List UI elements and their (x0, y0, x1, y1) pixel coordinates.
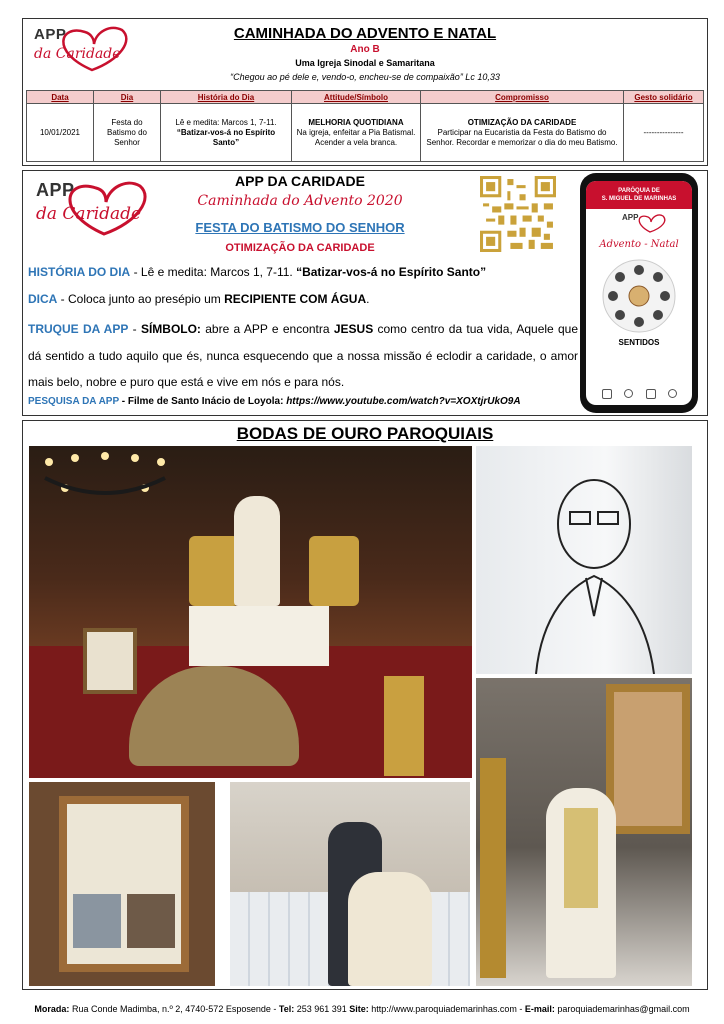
logo-caridade-text: da Caridade (36, 204, 142, 224)
th-gesto: Gesto solidário (624, 91, 704, 104)
cell-atitude (292, 104, 421, 162)
app-logo-top (30, 22, 130, 74)
subtitle: Uma Igreja Sinodal e Samaritana (295, 58, 435, 68)
heart-icon (630, 212, 670, 234)
altar-table (189, 606, 329, 666)
th-historia: História do Dia (161, 91, 292, 104)
priest-figure (234, 496, 280, 606)
gold-stand (480, 758, 506, 978)
footer (0, 1004, 724, 1014)
historia-label: HISTÓRIA DO DIA (28, 265, 131, 279)
photo-framed-document (29, 782, 215, 986)
qr-code[interactable] (480, 176, 556, 252)
pesquisa-label: PESQUISA DA APP (28, 396, 119, 407)
framed-certificate (83, 628, 137, 694)
atitude-title: MELHORIA QUOTIDIANA (308, 117, 404, 127)
logo-app-text: APP (622, 213, 639, 222)
otimizacao-label: OTIMIZAÇÃO DA CARIDADE (225, 242, 375, 254)
photo-portrait-sketch (476, 446, 692, 674)
photo-priest-painting (476, 678, 692, 986)
dica-label: DICA (28, 292, 58, 306)
phone-screen (586, 181, 692, 405)
priest-embrace (348, 872, 432, 986)
cell-dia: Festa do Batismo do Senhor (94, 104, 161, 162)
th-data: Data (27, 91, 94, 104)
historia-text: - Lê e medita: Marcos 1, 7-11. (130, 265, 297, 279)
pesquisa-link[interactable]: https://www.youtube.com/watch?v=XOXtjrUkO9A (286, 396, 521, 407)
phone-mockup (580, 173, 698, 413)
historia-paragraph (28, 262, 578, 283)
th-compromisso: Compromisso (421, 91, 624, 104)
truque-dash: - (128, 322, 141, 336)
footer-morada: Rua Conde Madimba, n.º 2, 4740-572 Esposende - (69, 1004, 279, 1014)
dica-text: - Coloca junto ao presépio um (57, 292, 225, 306)
phone-parish-line1: PARÓQUIA DE (618, 188, 660, 194)
footer-site-link[interactable]: http://www.paroquiademarinhas.com - (368, 1004, 525, 1014)
dica-bold: RECIPIENTE COM ÁGUA (224, 292, 367, 306)
truque-label: TRUQUE DA APP (28, 322, 129, 336)
historia-ref: Lê e medita: Marcos 1, 7-11. (175, 117, 277, 127)
painting-frame (606, 684, 690, 834)
home-icon[interactable] (602, 389, 612, 399)
footer-tel: 253 961 391 (294, 1004, 350, 1014)
logo-app-text: APP (34, 26, 67, 43)
cell-gesto: --------------- (624, 104, 704, 162)
gold-chair-right (309, 536, 359, 606)
dica-paragraph (28, 289, 578, 310)
pesquisa-paragraph (28, 395, 578, 409)
footer-site-label: Site: (349, 1004, 369, 1014)
page-title: CAMINHADA DO ADVENTO E NATAL (233, 25, 497, 42)
table-header-row (27, 91, 704, 104)
table-row (27, 104, 704, 162)
footer-morada-label: Morada: (34, 1004, 70, 1014)
sentidos-wheel-icon (586, 256, 692, 336)
document-photo-left (73, 894, 121, 948)
search-icon[interactable] (624, 389, 633, 398)
truque-jesus: JESUS (333, 322, 374, 336)
logo-app-text: APP (36, 180, 75, 200)
phone-header (586, 181, 692, 209)
dica-end: . (366, 292, 370, 306)
truque-simbolo: SÍMBOLO: (140, 322, 201, 336)
cell-data: 10/01/2021 (27, 104, 94, 162)
advent-script-title: Caminhada do Advento 2020 (197, 193, 403, 209)
app-title: APP DA CARIDADE (235, 173, 365, 189)
truque-paragraph (28, 316, 578, 396)
gold-chair-left (189, 536, 239, 606)
historia-quote: “Batizar-vos-á no Espírito Santo” (176, 127, 276, 147)
footer-email-link[interactable]: paroquiademarinhas@gmail.com (554, 1004, 690, 1014)
cell-compromisso (421, 104, 624, 162)
year-label: Ano B (350, 44, 380, 55)
phone-parish-line2: S. MIGUEL DE MARINHAS (601, 196, 677, 202)
plan-table (26, 90, 704, 162)
photo-altar-nativity (29, 446, 472, 778)
compromisso-text: Participar na Eucaristia da Festa do Batismo do Senhor. Recordar e memorizar o dia do meu Batismo. (426, 127, 618, 147)
truque-text2: como centro da tua vida, Aquele que dá sentido a tudo aquilo que és, nunca esquecendo que a nossa missão é eclodir a caridade, o amor mais belo, nobre e puro que está e vive em nós e para nós. (28, 322, 579, 389)
document-photo-right (127, 894, 175, 948)
logo-caridade-text: da Caridade (34, 46, 121, 62)
photos-title: BODAS DE OURO PAROQUIAIS (236, 424, 494, 443)
th-atitude: Attitude/Símbolo (292, 91, 421, 104)
document-frame (59, 796, 189, 972)
portrait-sketch-icon (476, 446, 692, 674)
atitude-text: Na igreja, enfeitar a Pia Batismal. Acender a vela branca. (296, 127, 416, 147)
feast-title: FESTA DO BATISMO DO SENHOR (195, 220, 405, 235)
th-dia: Dia (94, 91, 161, 104)
photo-embrace (230, 782, 470, 986)
priest-stole (564, 808, 598, 908)
chandelier-icon (35, 448, 175, 518)
pesquisa-text: - Filme de Santo Inácio de Loyola: (118, 396, 287, 407)
quote: “Chegou ao pé dele e, vendo-o, encheu-se de compaixão” Lc 10,33 (230, 72, 500, 82)
phone-logo (586, 209, 692, 237)
historia-quote: “Batizar-vos-á no Espírito Santo” (296, 265, 487, 279)
phone-sentidos: SENTIDOS (618, 338, 660, 347)
truque-text1: abre a APP e encontra (200, 322, 334, 336)
phone-advento: Advento - Natal (599, 239, 679, 250)
phone-nav-bar (586, 387, 692, 399)
add-icon[interactable] (646, 389, 656, 399)
gold-column (384, 676, 424, 776)
footer-email-label: E-mail: (524, 1004, 555, 1014)
profile-icon[interactable] (668, 389, 677, 398)
app-logo-mid (30, 176, 150, 238)
cell-historia (161, 104, 292, 162)
qr-code-icon (480, 176, 556, 252)
compromisso-title: OTIMIZAÇÃO DA CARIDADE (467, 117, 577, 127)
footer-tel-label: Tel: (278, 1004, 295, 1014)
